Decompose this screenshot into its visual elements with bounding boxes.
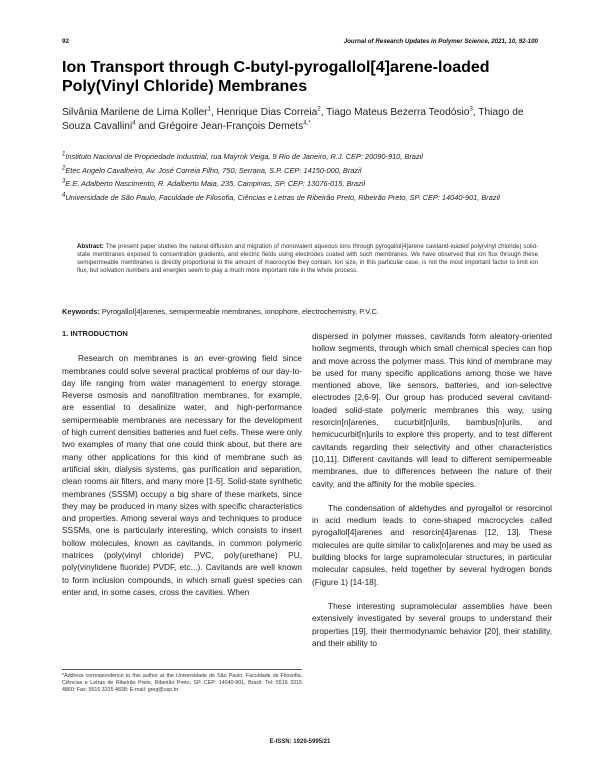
affiliation-text: Etec Angelo Cavalheiro, Av. José Correia Filho, 750, Serrana, S.P. CEP: 14150-000, Brazil (65, 165, 362, 175)
affiliation-number: 2 (62, 165, 66, 172)
author-affil-ref: 1 (207, 106, 211, 113)
footnote-divider (62, 669, 302, 670)
section-heading: 1. INTRODUCTION (62, 329, 128, 338)
author-affil-ref: 4 (132, 120, 136, 127)
author-list: Silvânia Marilene de Lima Koller$^1$, Henrique Dias Correia$^2$, Tiago Mateus Bezerra Teodósio$^3$, Thiago de Souza Cavallini$^4$ and Grégoire Jean-François Demets$^{4,*}$ (62, 106, 524, 132)
body-paragraph: dispersed in polymer masses, cavitands form aleatory-oriented hollow segments, through which small chemical species can hop and move across the polymer mass. This kind of membrane may be used for many specific applications among those we have mentioned above, like sensors, batteries, and ion-selective electrodes [2,6-9]. Our group has produced several cavitand-loaded solid-state polymeric membranes this way, using resorcin[n]arenes, cucurbit[n]urils, bambus[n]urils, and hemicucurbit[n]urils to explore this property, and to test different cavitands regarding their selectivity and other characteristics [10,11]. Different cavitands will lead to different semipermeable membranes, due to differences between the nature of their cavity, and the affinity for the mobile species. (312, 331, 552, 489)
abstract (77, 243, 538, 275)
journal-citation: Journal of Research Updates in Polymer Science, 2021, 10, 92-100 (343, 38, 538, 45)
affiliation-text: Universidade de São Paulo, Faculdade de Filosofia, Ciências e Letras de Ribeirão Preto, Ribeirão Preto, SP. CEP: 14040-901, Brazil (65, 192, 500, 202)
paper-title: Ion Transport through C-butyl-pyrogallol[4]arene-loaded Poly(Vinyl Chloride) Membranes (62, 59, 490, 95)
body-paragraph: Research on membranes is an ever-growing field since membranes could solve several practical problems of our day-to-day life ranging from water management to energy storage. Reverse osmosis and nanofiltration membranes, for example, are essential to desalinize water, and high-performance semipermeable membranes are necessary for the development of high current densities batteries and fuel cells. These were only two examples of many that one could think about, but there are many other applications for this kind of membrane such as artificial skin, dialysis systems, gas purification and separation, clean rooms air filters, and many more [1-5]. Solid-state synthetic membranes (SSSM) occupy a big share of these markets, since they may be produced in many sizes with specific characteristics and properties. Among several ways and techniques to produce SSSMs, one is particularly interesting, which consists to insert hollow molecules, known as cavitands, in common polymeric matrices (poly(vinyl chloride) PVC, poly(urethane) PU, poly(vinylidene fluoride) PVDF, etc...). Cavitands are well known to form inclusion compounds, in which small guest species can enter and, in some cases, cross the cavities. When (62, 353, 302, 597)
page-number: 92 (62, 38, 69, 45)
affiliation (62, 152, 538, 162)
body-paragraph: The condensation of aldehydes and pyrogallol or resorcinol in acid medium leads to cone-shaped macrocycles called pyrogallol[4]arenes and resorcin[4]arenas [12, 13]. These molecules are quite similar to calix[n]arenes and may be used as building blocks for large supramolecular structures, in particular molecular capsules, held together by several hydrogen bonds (Figure 1) [14-18]. (312, 502, 552, 587)
abstract-text: The present paper studies the natural diffusion and migration of monovalent aqueous ions through pyrogallol[4]arene cavitand-loaded poly(vinyl chloride) solid-state membranes exposed to concentration gradients, and electric fields using electrodes coated with such membranes. We have observed that ion flux through these semipermeable membranes is directly proportional to the amount of macrocycle they contain. Ion size, in this particular case, is not the most important factor to limit ion flux, but solvation numbers and energies seem to play a much more important role in the whole process. (77, 243, 538, 274)
page-footer-issn: E-ISSN: 1929-5995/21 (269, 739, 331, 745)
left-column (62, 328, 302, 610)
author-affil-ref: 4,* (303, 120, 311, 127)
keywords (62, 307, 538, 317)
keywords-text: Pyrogallol[4]arenes, semipermeable membranes, ionophore, electrochemistry, P.V.C. (101, 307, 380, 316)
correspondence-footnote: *Address correspondence to this author at the Universidade de São Paulo, Faculdade de Filosofia, Ciências e Letras de Ribeirão Preto, Ribeirão Preto, SP. CEP: 14040-901, Brazil; Tel: 5516 3315 4860; Fax: 5516 3315 4838; E-mail: greg@usp.br (62, 673, 302, 693)
keywords-label: Keywords: (62, 307, 100, 316)
author-affil-ref: 3 (469, 106, 473, 113)
right-column (312, 330, 552, 661)
affiliation (62, 166, 538, 176)
author-affil-ref: 2 (317, 106, 321, 113)
affiliation-number: 1 (62, 151, 66, 158)
abstract-label: Abstract: (77, 243, 104, 250)
affiliation-text: E.E. Adalberto Nascimento, R. Adalberto Maia, 235, Campinas, SP. CEP: 13076-015, Brazil (65, 179, 365, 188)
body-paragraph: These interesting supramolecular assemblies have been extensively investigated by several groups to understand their properties [19], their thermodynamic behavior [20], their stability, and their ability to (312, 600, 552, 648)
author-name: Silvânia Marilene de Lima Koller (62, 107, 208, 118)
affiliation-text: Instituto Nacional de Propriedade Industrial, rua Mayrnk Veiga, 9 Rio de Janeiro, R.J. CEP: 20090-910, Brazil (65, 152, 423, 161)
author-name: Henrique Dias Correia (216, 107, 318, 118)
author-name: Grégoire Jean-François Demets (158, 121, 304, 132)
affiliation-number: 4 (62, 192, 66, 199)
author-name: Thiago de Souza Cavallini (62, 107, 524, 132)
affiliation-number: 3 (62, 178, 66, 185)
author-name: Tiago Mateus Bezerra Teodósio (326, 107, 470, 118)
affiliations (62, 152, 538, 206)
affiliation (62, 193, 538, 203)
affiliation (62, 179, 538, 189)
